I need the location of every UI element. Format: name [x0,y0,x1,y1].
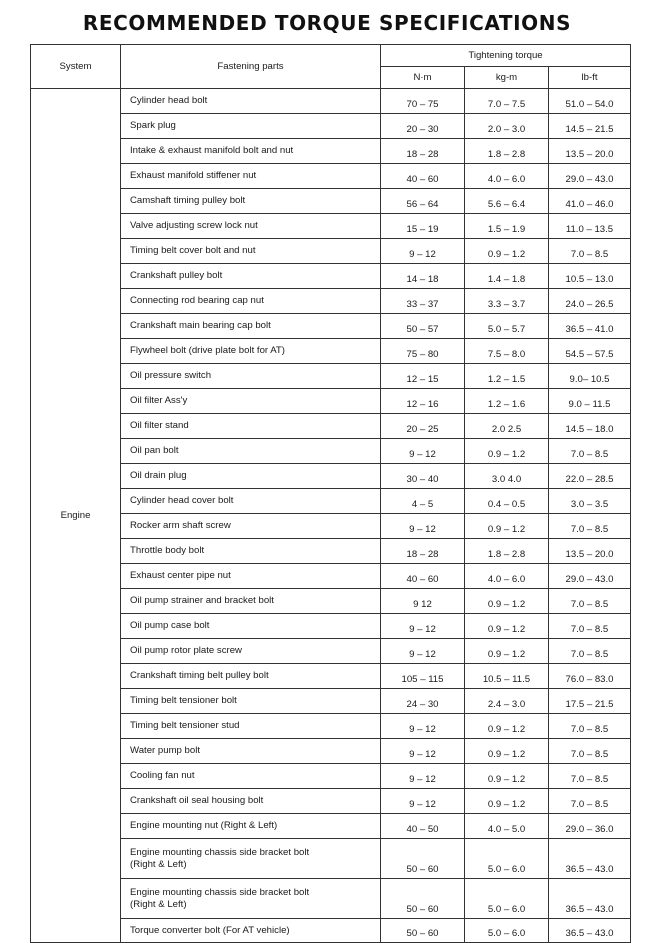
value-lbft: 7.0 – 8.5 [549,639,631,664]
table-row [31,239,631,264]
part-name: Timing belt cover bolt and nut [121,239,381,264]
value-kgm: 0.9 – 1.2 [465,639,549,664]
value-nm: 75 – 80 [381,339,465,364]
value-kgm: 1.8 – 2.8 [465,139,549,164]
header-tightening-torque: Tightening torque [381,45,631,67]
value-kgm: 0.9 – 1.2 [465,589,549,614]
value-kgm: 5.0 – 6.0 [465,919,549,943]
part-name: Engine mounting nut (Right & Left) [121,814,381,839]
value-lbft: 11.0 – 13.5 [549,214,631,239]
part-name: Timing belt tensioner stud [121,714,381,739]
value-lbft: 51.0 – 54.0 [549,89,631,114]
table-row [31,164,631,189]
table-row [31,114,631,139]
value-lbft: 41.0 – 46.0 [549,189,631,214]
table-row [31,564,631,589]
value-nm: 9 – 12 [381,614,465,639]
value-lbft: 17.5 – 21.5 [549,689,631,714]
part-name: Throttle body bolt [121,539,381,564]
value-kgm: 0.9 – 1.2 [465,239,549,264]
table-row [31,589,631,614]
value-kgm: 5.0 – 5.7 [465,314,549,339]
table-row [31,539,631,564]
value-kgm: 1.2 – 1.5 [465,364,549,389]
part-name: Spark plug [121,114,381,139]
value-lbft: 13.5 – 20.0 [549,539,631,564]
value-nm: 9 – 12 [381,439,465,464]
part-name-line: (Right & Left) [130,858,187,870]
value-kgm: 2.0 2.5 [465,414,549,439]
value-kgm: 0.4 – 0.5 [465,489,549,514]
table-row [31,689,631,714]
value-kgm: 4.0 – 5.0 [465,814,549,839]
part-name: Camshaft timing pulley bolt [121,189,381,214]
value-lbft: 9.0– 10.5 [549,364,631,389]
header-kgm: kg-m [465,67,549,89]
value-lbft: 3.0 – 3.5 [549,489,631,514]
table-row [31,464,631,489]
table-row [31,264,631,289]
table-row [31,639,631,664]
value-nm: 9 – 12 [381,739,465,764]
value-kgm: 0.9 – 1.2 [465,514,549,539]
part-name: Cooling fan nut [121,764,381,789]
value-nm: 14 – 18 [381,264,465,289]
part-name: Crankshaft timing belt pulley bolt [121,664,381,689]
torque-spec-table [30,44,631,943]
value-lbft: 7.0 – 8.5 [549,739,631,764]
part-name: Cylinder head cover bolt [121,489,381,514]
value-kgm: 0.9 – 1.2 [465,764,549,789]
value-kgm: 7.0 – 7.5 [465,89,549,114]
header-lbft: lb-ft [549,67,631,89]
value-kgm: 3.3 – 3.7 [465,289,549,314]
value-lbft: 7.0 – 8.5 [549,589,631,614]
value-nm: 12 – 16 [381,389,465,414]
value-kgm: 7.5 – 8.0 [465,339,549,364]
part-name: Exhaust center pipe nut [121,564,381,589]
value-lbft: 76.0 – 83.0 [549,664,631,689]
value-nm: 20 – 25 [381,414,465,439]
value-nm: 24 – 30 [381,689,465,714]
table-row [31,339,631,364]
value-nm: 50 – 57 [381,314,465,339]
table-row [31,389,631,414]
table-row [31,364,631,389]
part-name: Oil pump rotor plate screw [121,639,381,664]
part-name-line: (Right & Left) [130,898,187,910]
value-lbft: 24.0 – 26.5 [549,289,631,314]
table-row [31,879,631,919]
table-row [31,814,631,839]
value-nm: 50 – 60 [381,839,465,879]
table-row [31,739,631,764]
table-row [31,664,631,689]
value-kgm: 5.6 – 6.4 [465,189,549,214]
table-row [31,764,631,789]
value-lbft: 54.5 – 57.5 [549,339,631,364]
value-kgm: 2.4 – 3.0 [465,689,549,714]
table-row [31,139,631,164]
part-name: Oil drain plug [121,464,381,489]
table-row [31,189,631,214]
value-lbft: 7.0 – 8.5 [549,714,631,739]
value-nm: 4 – 5 [381,489,465,514]
part-name: Rocker arm shaft screw [121,514,381,539]
table-row [31,919,631,943]
table-row [31,614,631,639]
value-nm: 40 – 50 [381,814,465,839]
value-nm: 9 – 12 [381,714,465,739]
system-cell: Engine [31,89,121,943]
value-kgm: 2.0 – 3.0 [465,114,549,139]
table-row [31,789,631,814]
table-row [31,289,631,314]
part-name: Timing belt tensioner bolt [121,689,381,714]
header-system: System [31,45,121,89]
value-nm: 50 – 60 [381,919,465,943]
value-nm: 30 – 40 [381,464,465,489]
table-row [31,714,631,739]
value-kgm: 0.9 – 1.2 [465,789,549,814]
part-name: Oil pump strainer and bracket bolt [121,589,381,614]
part-name: Flywheel bolt (drive plate bolt for AT) [121,339,381,364]
value-kgm: 0.9 – 1.2 [465,439,549,464]
value-lbft: 29.0 – 43.0 [549,164,631,189]
value-nm: 18 – 28 [381,139,465,164]
table-row [31,214,631,239]
part-name: Oil pressure switch [121,364,381,389]
value-kgm: 1.5 – 1.9 [465,214,549,239]
value-nm: 40 – 60 [381,164,465,189]
value-kgm: 1.2 – 1.6 [465,389,549,414]
table-row [31,839,631,879]
value-nm: 33 – 37 [381,289,465,314]
table-row [31,514,631,539]
value-nm: 9 – 12 [381,514,465,539]
value-lbft: 13.5 – 20.0 [549,139,631,164]
value-nm: 9 – 12 [381,639,465,664]
value-lbft: 14.5 – 21.5 [549,114,631,139]
table-row [31,89,631,114]
part-name: Oil filter stand [121,414,381,439]
value-nm: 12 – 15 [381,364,465,389]
part-name: Cylinder head bolt [121,89,381,114]
header-fastening-parts: Fastening parts [121,45,381,89]
part-name-line: Engine mounting chassis side bracket bolt [130,846,310,858]
value-nm: 105 – 115 [381,664,465,689]
value-nm: 9 12 [381,589,465,614]
part-name-line: Engine mounting chassis side bracket bolt [130,886,310,898]
value-lbft: 9.0 – 11.5 [549,389,631,414]
part-name: Valve adjusting screw lock nut [121,214,381,239]
value-lbft: 7.0 – 8.5 [549,789,631,814]
part-name: Crankshaft oil seal housing bolt [121,789,381,814]
value-nm: 18 – 28 [381,539,465,564]
part-name: Water pump bolt [121,739,381,764]
value-lbft: 36.5 – 41.0 [549,314,631,339]
part-name [121,839,381,879]
page-title: RECOMMENDED TORQUE SPECIFICATIONS [82,11,572,35]
value-kgm: 1.4 – 1.8 [465,264,549,289]
value-nm: 15 – 19 [381,214,465,239]
value-nm: 9 – 12 [381,764,465,789]
value-lbft: 29.0 – 36.0 [549,814,631,839]
part-name: Oil pump case bolt [121,614,381,639]
value-kgm: 4.0 – 6.0 [465,564,549,589]
value-lbft: 29.0 – 43.0 [549,564,631,589]
value-kgm: 1.8 – 2.8 [465,539,549,564]
header-nm: N·m [381,67,465,89]
table-row [31,489,631,514]
value-lbft: 7.0 – 8.5 [549,614,631,639]
value-kgm: 4.0 – 6.0 [465,164,549,189]
table-row [31,314,631,339]
value-nm: 9 – 12 [381,239,465,264]
value-lbft: 7.0 – 8.5 [549,439,631,464]
value-lbft: 14.5 – 18.0 [549,414,631,439]
part-name: Crankshaft main bearing cap bolt [121,314,381,339]
value-nm: 56 – 64 [381,189,465,214]
table-body [31,89,631,943]
part-name: Connecting rod bearing cap nut [121,289,381,314]
value-lbft: 7.0 – 8.5 [549,764,631,789]
value-lbft: 7.0 – 8.5 [549,514,631,539]
part-name: Intake & exhaust manifold bolt and nut [121,139,381,164]
value-lbft: 36.5 – 43.0 [549,879,631,919]
value-nm: 70 – 75 [381,89,465,114]
value-nm: 20 – 30 [381,114,465,139]
value-kgm: 5.0 – 6.0 [465,839,549,879]
table-row [31,439,631,464]
value-kgm: 10.5 – 11.5 [465,664,549,689]
value-lbft: 7.0 – 8.5 [549,239,631,264]
value-lbft: 36.5 – 43.0 [549,839,631,879]
value-kgm: 3.0 4.0 [465,464,549,489]
value-nm: 50 – 60 [381,879,465,919]
part-name: Torque converter bolt (For AT vehicle) [121,919,381,943]
value-kgm: 0.9 – 1.2 [465,614,549,639]
part-name [121,879,381,919]
part-name: Oil filter Ass'y [121,389,381,414]
value-lbft: 10.5 – 13.0 [549,264,631,289]
value-kgm: 0.9 – 1.2 [465,714,549,739]
part-name: Crankshaft pulley bolt [121,264,381,289]
value-nm: 9 – 12 [381,789,465,814]
value-lbft: 22.0 – 28.5 [549,464,631,489]
table-row [31,414,631,439]
value-nm: 40 – 60 [381,564,465,589]
part-name: Exhaust manifold stiffener nut [121,164,381,189]
part-name: Oil pan bolt [121,439,381,464]
value-lbft: 36.5 – 43.0 [549,919,631,943]
value-kgm: 5.0 – 6.0 [465,879,549,919]
value-kgm: 0.9 – 1.2 [465,739,549,764]
